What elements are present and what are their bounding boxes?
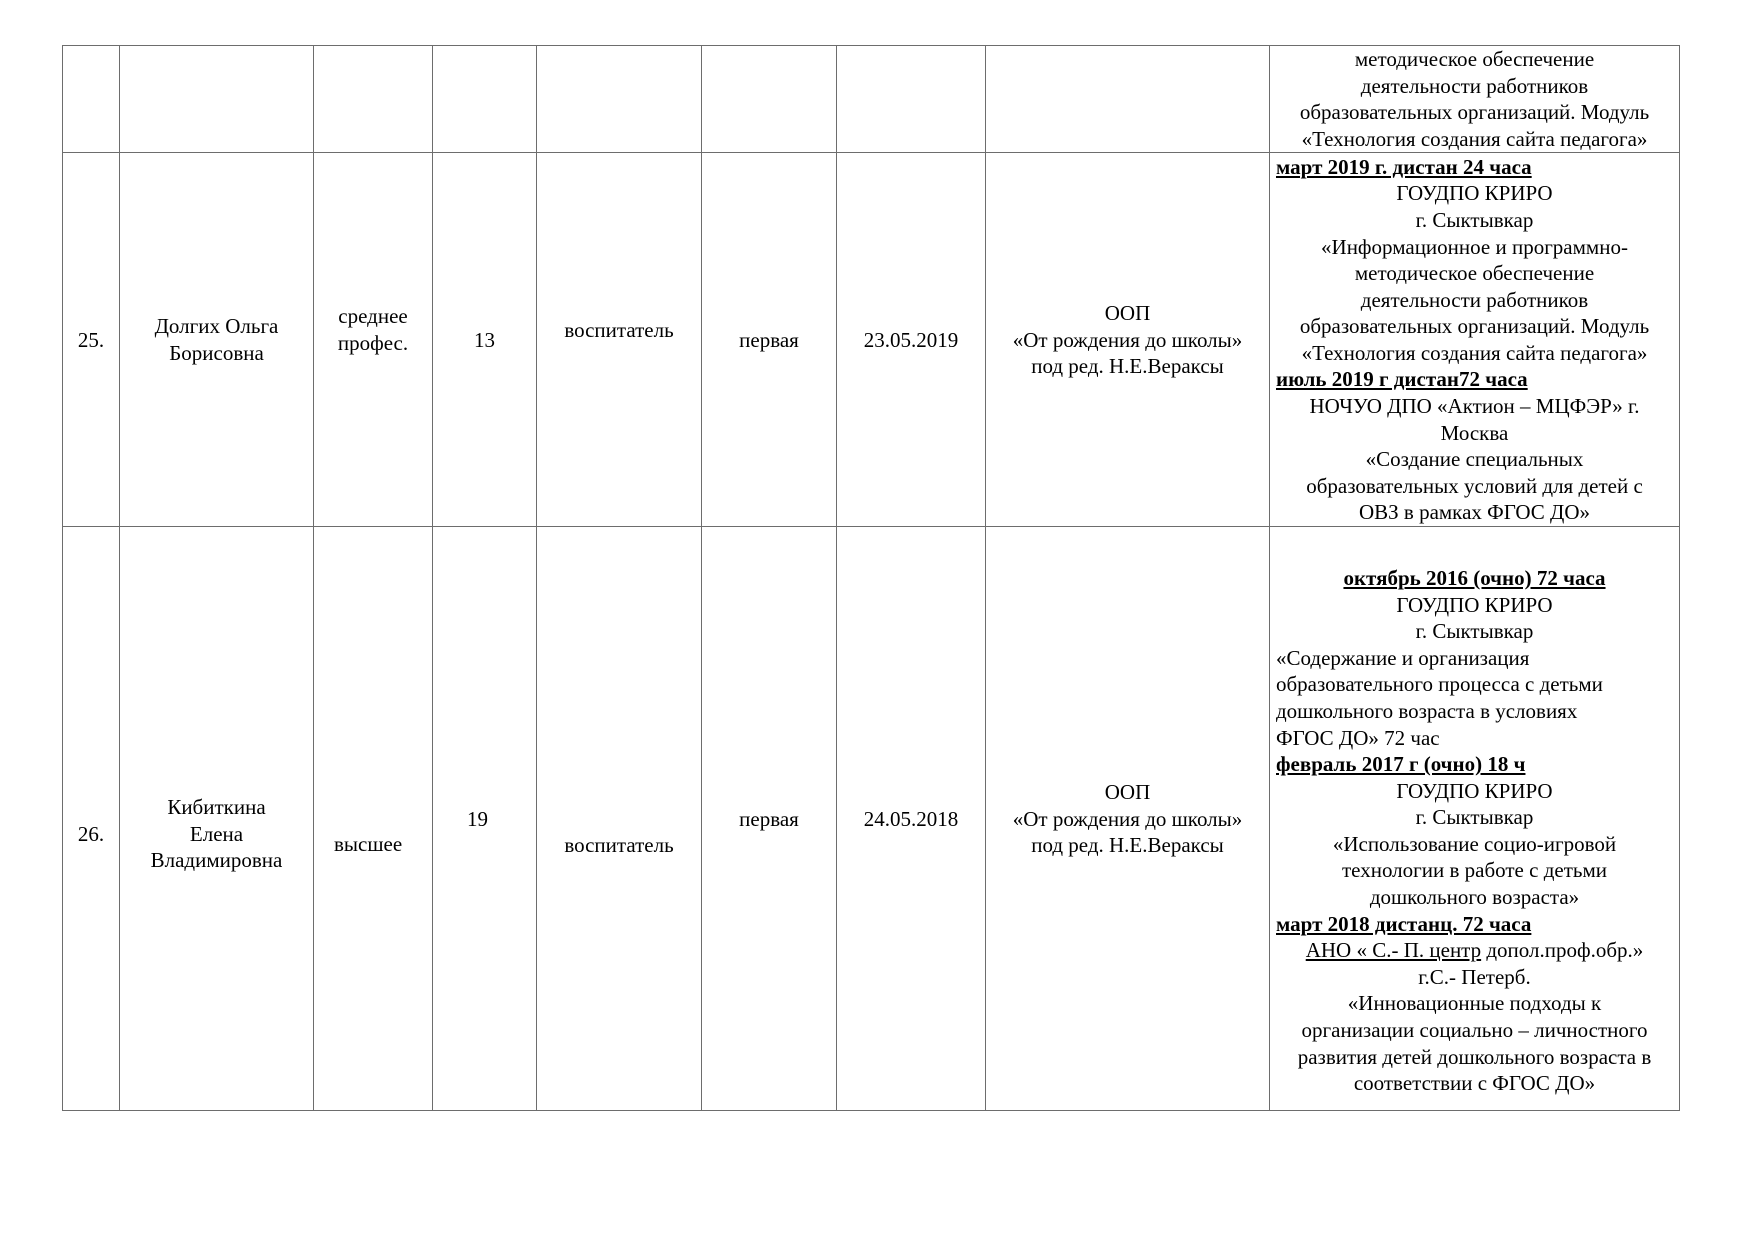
cell-experience bbox=[433, 46, 537, 153]
course-line: НОЧУО ДПО «Актион – МЦФЭР» г. bbox=[1309, 394, 1640, 419]
table-row bbox=[63, 527, 1680, 1111]
course-line: «Использование социо-игровой bbox=[1332, 831, 1617, 856]
course-line: ФГОС ДО» 72 час bbox=[1276, 725, 1440, 750]
course-line: дошкольного возраста в условиях bbox=[1276, 698, 1578, 723]
education-line: профес. bbox=[337, 330, 409, 355]
name-line: Борисовна bbox=[169, 340, 264, 365]
name-line: Владимировна bbox=[150, 848, 283, 873]
course-line: ГОУДПО КРИРО bbox=[1396, 592, 1553, 617]
cell-name bbox=[120, 527, 314, 1111]
course-line: образовательных организаций. Модуль bbox=[1299, 314, 1650, 339]
course-line: образовательных организаций. Модуль bbox=[1299, 100, 1650, 125]
name-line: Кибиткина bbox=[167, 794, 266, 819]
cell-program bbox=[986, 46, 1270, 153]
cell-program bbox=[986, 153, 1270, 527]
course-line: «Информационное и программно- bbox=[1321, 234, 1628, 259]
course-line: г.С.- Петерб. bbox=[1418, 964, 1531, 989]
cell-position: воспитатель bbox=[537, 527, 702, 1111]
cell-number: 25. bbox=[63, 153, 120, 527]
cell-courses bbox=[1270, 527, 1680, 1111]
cell-education bbox=[314, 527, 433, 1111]
staff-table bbox=[62, 45, 1680, 1111]
program-line: «От рождения до школы» bbox=[1012, 327, 1243, 352]
name-line: Елена bbox=[189, 821, 244, 846]
cell-experience: 13 bbox=[433, 153, 537, 527]
course-line: дошкольного возраста» bbox=[1369, 885, 1580, 910]
program-line: «От рождения до школы» bbox=[1012, 806, 1243, 831]
cell-courses bbox=[1270, 153, 1680, 527]
cell-category: первая bbox=[702, 527, 837, 1111]
cell-category: первая bbox=[702, 153, 837, 527]
course-line: развития детей дошкольного возраста в bbox=[1297, 1044, 1652, 1069]
cell-category bbox=[702, 46, 837, 153]
course-line: ГОУДПО КРИРО bbox=[1396, 778, 1553, 803]
cell-name bbox=[120, 153, 314, 527]
name-line: Долгих Ольга bbox=[154, 314, 279, 339]
course-line: методическое обеспечение bbox=[1354, 47, 1595, 71]
course-line: деятельности работников bbox=[1360, 73, 1589, 98]
course-line: «Технология создания сайта педагога» bbox=[1301, 126, 1648, 151]
course-line: г. Сыктывкар bbox=[1415, 207, 1534, 232]
course-line: «Создание специальных bbox=[1365, 447, 1584, 472]
course-line: образовательных условий для детей с bbox=[1306, 473, 1643, 498]
course-line: ОВЗ в рамках ФГОС ДО» bbox=[1358, 500, 1591, 525]
course-line: соответствии с ФГОС ДО» bbox=[1353, 1071, 1596, 1096]
cell-experience: 19 bbox=[433, 527, 537, 1111]
course-heading: март 2019 г. дистан 24 часа bbox=[1276, 154, 1532, 179]
cell-name bbox=[120, 46, 314, 153]
cell-number: 26. bbox=[63, 527, 120, 1111]
course-heading: октябрь 2016 (очно) 72 часа bbox=[1343, 565, 1606, 590]
education-line: среднее bbox=[338, 304, 408, 329]
course-line: «Инновационные подходы к bbox=[1347, 991, 1602, 1016]
course-line: методическое обеспечение bbox=[1354, 261, 1595, 286]
course-heading: июль 2019 г дистан72 часа bbox=[1276, 367, 1528, 392]
program-line: под ред. Н.Е.Вераксы bbox=[1031, 354, 1224, 379]
course-line: организации социально – личностного bbox=[1301, 1018, 1648, 1043]
cell-date: 23.05.2019 bbox=[837, 153, 986, 527]
table-row bbox=[63, 46, 1680, 153]
cell-education bbox=[314, 153, 433, 527]
course-line: г. Сыктывкар bbox=[1415, 619, 1534, 644]
cell-position bbox=[537, 46, 702, 153]
program-line: ООП bbox=[1104, 300, 1151, 325]
cell-date: 24.05.2018 bbox=[837, 527, 986, 1111]
cell-education bbox=[314, 46, 433, 153]
course-line: технологии в работе с детьми bbox=[1341, 858, 1607, 883]
course-line: деятельности работников bbox=[1360, 287, 1589, 312]
course-heading: февраль 2017 г (очно) 18 ч bbox=[1276, 752, 1526, 777]
course-line bbox=[1276, 937, 1673, 964]
course-line: Москва bbox=[1440, 420, 1509, 445]
program-line: ООП bbox=[1104, 779, 1151, 804]
course-line: «Содержание и организация bbox=[1276, 645, 1530, 670]
course-line: «Технология создания сайта педагога» bbox=[1301, 340, 1648, 365]
table-row bbox=[63, 153, 1680, 527]
course-line: образовательного процесса с детьми bbox=[1276, 672, 1603, 697]
course-line: г. Сыктывкар bbox=[1415, 805, 1534, 830]
cell-position: воспитатель bbox=[537, 153, 702, 527]
cell-number bbox=[63, 46, 120, 153]
course-heading: март 2018 дистанц. 72 часа bbox=[1276, 911, 1532, 936]
program-line: под ред. Н.Е.Вераксы bbox=[1031, 833, 1224, 858]
course-line: ГОУДПО КРИРО bbox=[1396, 181, 1553, 206]
cell-date bbox=[837, 46, 986, 153]
course-org-name: АНО « С.- П. центр bbox=[1305, 938, 1482, 963]
education-line: высшее bbox=[334, 831, 403, 856]
cell-program bbox=[986, 527, 1270, 1111]
cell-courses bbox=[1270, 46, 1680, 153]
course-org-suffix: допол.проф.обр.» bbox=[1486, 938, 1644, 963]
